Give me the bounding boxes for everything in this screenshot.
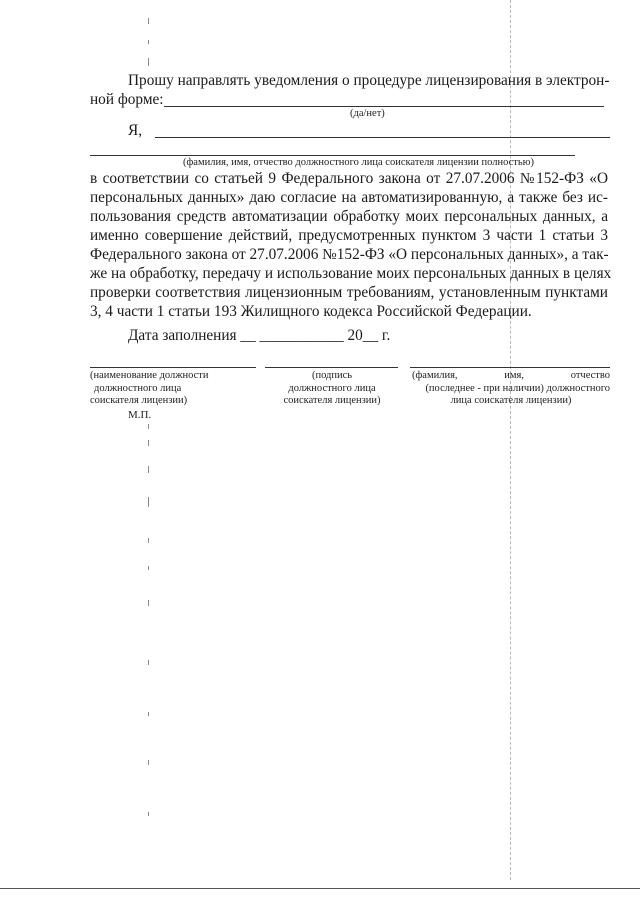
notify-request-line1: Прошу направлять уведомления о процедуре лицензирования в электрон- — [128, 72, 610, 89]
position-field[interactable] — [90, 367, 256, 368]
position-caption: (наименование должности должностного лица соискателя лицензии) — [90, 370, 209, 406]
name-caption: (фамилия, имя, отчество (последнее - при наличии) должностного лица соискателя лицензии) — [412, 370, 610, 406]
full-name-field-line1[interactable] — [155, 137, 610, 138]
stamp-place-label: М.П. — [128, 409, 152, 421]
notify-answer-hint: (да/нет) — [350, 108, 385, 119]
consent-line: проверки соответствия лицензионным требованиям, установленным пунктами — [90, 284, 608, 301]
scan-bottom-edge — [0, 888, 640, 889]
scan-speck-column — [148, 0, 152, 880]
consent-line: же на обработку, передачу и использование моих персональных данных в целях — [90, 265, 612, 282]
notify-answer-field[interactable] — [164, 106, 604, 107]
scan-fold-line — [510, 0, 511, 880]
name-field[interactable] — [410, 367, 610, 368]
consent-line: именно совершение действий, предусмотренных пунктом 3 части 1 статьи 3 — [90, 227, 608, 244]
notify-request-line2: ной форме: — [90, 91, 164, 108]
consent-line: в соответствии со статьей 9 Федерального закона от 27.07.2006 №152-ФЗ «О — [90, 170, 608, 187]
full-name-hint: (фамилия, имя, отчество должностного лица соискателя лицензии полностью) — [183, 157, 535, 168]
consent-line: Федерального закона от 27.07.2006 №152-ФЗ «О персональных данных», а так- — [90, 246, 609, 263]
i-label: Я, — [128, 122, 143, 139]
full-name-field-line2[interactable] — [90, 155, 575, 156]
consent-line: пользования средств автоматизации обработку моих персональных данных, а — [90, 208, 608, 225]
consent-line: 3, 4 части 1 статьи 193 Жилищного кодекса Российской Федерации. — [90, 303, 532, 320]
signature-field[interactable] — [265, 367, 398, 368]
date-fill-label: Дата заполнения __ ___________ 20__ г. — [128, 327, 391, 344]
consent-line: персональных данных» даю согласие на автоматизированную, а также без ис- — [90, 189, 608, 206]
signature-caption: (подпись должностного лица соискателя лицензии) — [283, 370, 381, 406]
consent-paragraph — [90, 169, 612, 321]
